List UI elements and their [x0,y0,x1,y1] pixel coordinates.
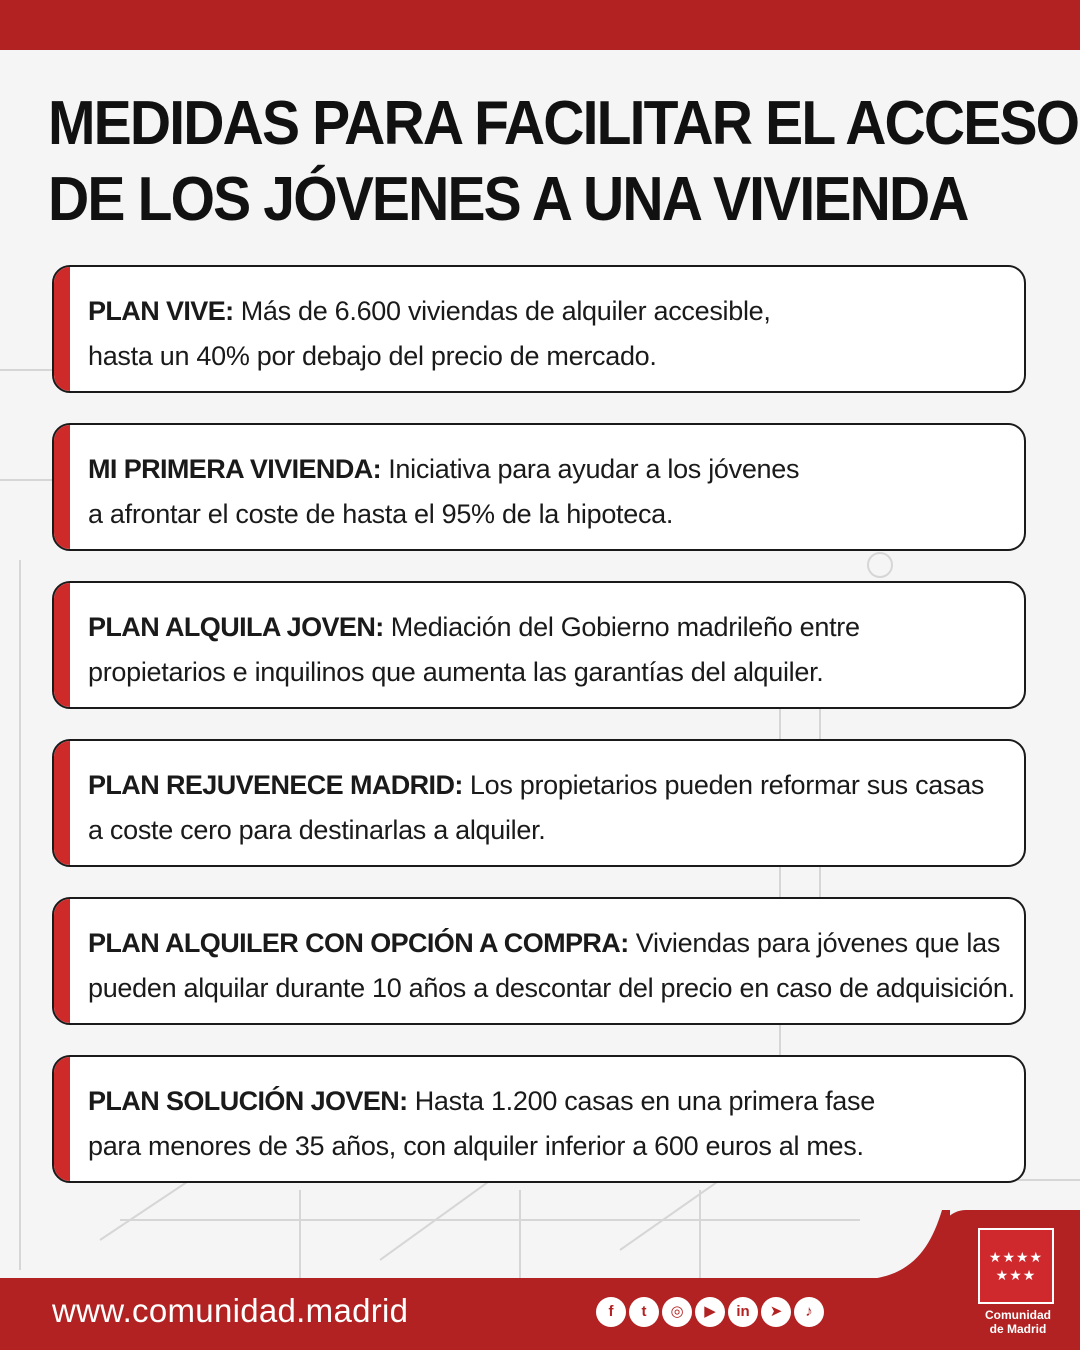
card-text-line-2: pueden alquilar durante 10 años a descontar del precio en caso de adquisición. [88,973,1015,1003]
twitter-icon[interactable]: t [629,1297,659,1327]
social-links [596,1297,824,1327]
card-text-line-1: Mediación del Gobierno madrileño entre [383,612,860,642]
card-text [88,447,1018,537]
card-accent [54,583,70,707]
facebook-icon[interactable]: f [596,1297,626,1327]
card-label: PLAN SOLUCIÓN JOVEN: [88,1086,408,1116]
card-text [88,605,1018,695]
measures-list [52,265,1026,1213]
comunidad-madrid-logo [968,1308,1068,1336]
card-text-line-1: Hasta 1.200 casas en una primera fase [407,1086,875,1116]
page-title [48,86,1079,238]
card-text-line-1: Iniciativa para ayudar a los jóvenes [381,454,800,484]
card-label: PLAN VIVE: [88,296,234,326]
card-accent [54,425,70,549]
linkedin-icon[interactable]: in [728,1297,758,1327]
card-text-line-2: para menores de 35 años, con alquiler inferior a 600 euros al mes. [88,1131,864,1161]
comunidad-madrid-flag-icon [978,1228,1054,1304]
top-bar [0,0,1080,50]
logo-line-1: Comunidad [985,1308,1051,1322]
footer-curve [860,1210,950,1280]
card-text-line-1: Los propietarios pueden reformar sus casas [462,770,985,800]
flag-star-row: ★★★★ [988,1249,1044,1265]
card-accent [54,899,70,1023]
tiktok-icon[interactable]: ♪ [794,1297,824,1327]
card-plan-rejuvenece-madrid [52,739,1026,867]
card-accent [54,267,70,391]
card-text-line-1: Viviendas para jóvenes que las [628,928,1001,958]
logo-line-2: de Madrid [989,1322,1047,1336]
card-text [88,289,1018,379]
card-text-line-1: Más de 6.600 viviendas de alquiler accesible, [233,296,771,326]
card-text-line-2: propietarios e inquilinos que aumenta las garantías del alquiler. [88,657,824,687]
flag-stars [980,1250,1052,1282]
card-accent [54,1057,70,1181]
card-plan-alquila-joven [52,581,1026,709]
card-label: PLAN REJUVENECE MADRID: [88,770,463,800]
title-line-2: DE LOS JÓVENES A UNA VIVIENDA [48,165,968,234]
title-line-1: MEDIDAS PARA FACILITAR EL ACCESO [48,89,1079,158]
card-text-line-2: hasta un 40% por debajo del precio de mercado. [88,341,657,371]
card-text [88,921,1018,1011]
flag-star-row: ★★★ [995,1267,1037,1283]
card-plan-vive [52,265,1026,393]
card-text [88,763,1018,853]
card-accent [54,741,70,865]
card-label: PLAN ALQUILER CON OPCIÓN A COMPRA: [88,928,629,958]
card-label: MI PRIMERA VIVIENDA: [88,454,382,484]
website-link[interactable]: www.comunidad.madrid [52,1292,409,1329]
card-mi-primera-vivienda [52,423,1026,551]
card-label: PLAN ALQUILA JOVEN: [88,612,384,642]
card-text-line-2: a afrontar el coste de hasta el 95% de la hipoteca. [88,499,674,529]
youtube-icon[interactable]: ▶ [695,1297,725,1327]
card-plan-alquiler-opcion-compra [52,897,1026,1025]
telegram-icon[interactable]: ➤ [761,1297,791,1327]
card-text-line-2: a coste cero para destinarlas a alquiler. [88,815,546,845]
card-plan-solucion-joven [52,1055,1026,1183]
instagram-icon[interactable]: ◎ [662,1297,692,1327]
card-text [88,1079,1018,1169]
